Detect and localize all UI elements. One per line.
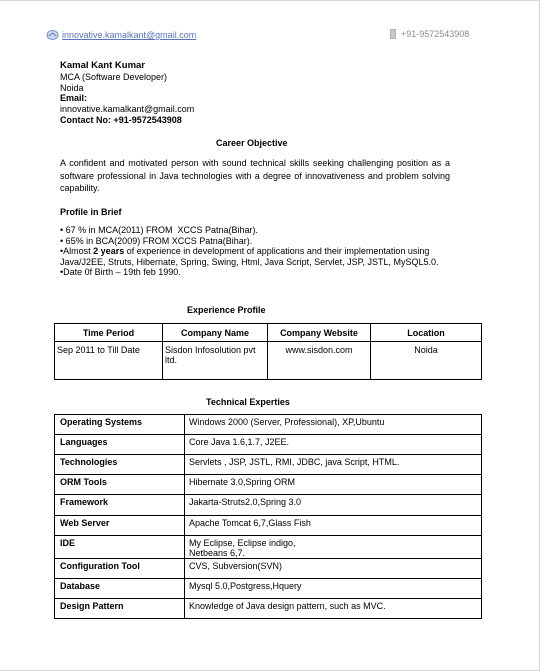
header-phone bbox=[390, 29, 469, 39]
tech-key: Languages bbox=[55, 435, 185, 455]
list-item: •Date 0f Birth – 19th feb 1990. bbox=[60, 267, 181, 277]
experience-table bbox=[54, 323, 482, 380]
list-item: • 67 % in MCA(2011) FROM XCCS Patna(Bihar). bbox=[60, 225, 259, 235]
tech-key: Configuration Tool bbox=[55, 559, 185, 579]
candidate-city: Noida bbox=[60, 82, 84, 93]
table-row bbox=[55, 536, 482, 559]
table-row bbox=[55, 495, 482, 516]
tech-key: Web Server bbox=[55, 516, 185, 536]
objective-paragraph: A confident and motivated person with sound technical skills seeking challenging position as a software professional in Java technologies with a degree of innovativeness and problem solving capability. bbox=[60, 158, 450, 193]
tech-key: Technologies bbox=[55, 455, 185, 475]
tech-key: Database bbox=[55, 579, 185, 599]
candidate-name: Kamal Kant Kumar bbox=[60, 60, 145, 71]
tech-value: Windows 2000 (Server, Professional), XP,Ubuntu bbox=[185, 415, 482, 435]
phone-icon bbox=[390, 29, 396, 39]
header-phone-text: +91-9572543908 bbox=[401, 29, 470, 39]
tech-key: IDE bbox=[55, 536, 185, 559]
tech-value: Hibernate 3.0,Spring ORM bbox=[185, 475, 482, 495]
contact-number: Contact No: +91-9572543908 bbox=[60, 114, 182, 125]
col-company-name: Company Name bbox=[163, 324, 268, 342]
tech-key: Framework bbox=[55, 495, 185, 516]
tech-key: Design Pattern bbox=[55, 599, 185, 619]
table-row bbox=[55, 455, 482, 475]
col-company-website: Company Website bbox=[268, 324, 371, 342]
table-row bbox=[55, 516, 482, 536]
table-row bbox=[55, 475, 482, 495]
tech-value: Servlets , JSP, JSTL, RMI, JDBC, java Script, HTML. bbox=[185, 455, 482, 475]
col-time-period: Time Period bbox=[55, 324, 163, 342]
email-label: Email: bbox=[60, 93, 88, 104]
cell-location: Noida bbox=[371, 342, 482, 380]
profile-brief-heading: Profile in Brief bbox=[60, 207, 122, 217]
tech-value: Jakarta-Struts2.0,Spring 3.0 bbox=[185, 495, 482, 516]
header-email-text[interactable]: innovative.kamalkant@gmail.com bbox=[62, 30, 197, 40]
contact-block bbox=[60, 61, 194, 126]
col-location: Location bbox=[371, 324, 482, 342]
header-email-link[interactable] bbox=[46, 29, 196, 41]
tech-value: Knowledge of Java design pattern, such as MVC. bbox=[185, 599, 482, 619]
cell-company-website: www.sisdon.com bbox=[268, 342, 371, 380]
tech-value: Apache Tomcat 6,7,Glass Fish bbox=[185, 516, 482, 536]
cell-time-period: Sep 2011 to Till Date bbox=[55, 342, 163, 380]
cell-company-name: Sisdon Infosolution pvt ltd. bbox=[163, 342, 268, 380]
tech-value: CVS, Subversion(SVN) bbox=[185, 559, 482, 579]
list-item: • 65% in BCA(2009) FROM XCCS Patna(Bihar). bbox=[60, 235, 253, 246]
email-icon bbox=[46, 29, 59, 41]
table-row bbox=[55, 415, 482, 435]
technical-expertise-heading: Technical Experties bbox=[206, 397, 290, 407]
tech-value: Core Java 1.6,1.7, J2EE. bbox=[185, 435, 482, 455]
technical-table bbox=[54, 414, 482, 619]
table-row bbox=[55, 435, 482, 455]
tech-value: Mysql 5.0,Postgress,Hquery bbox=[185, 579, 482, 599]
contact-email: innovative.kamalkant@gmail.com bbox=[60, 104, 195, 115]
experience-profile-heading: Experience Profile bbox=[187, 305, 266, 315]
career-objective-heading: Career Objective bbox=[216, 138, 288, 148]
table-header-row bbox=[55, 324, 482, 342]
tech-key: ORM Tools bbox=[55, 475, 185, 495]
table-row bbox=[55, 342, 482, 380]
tech-key: Operating Systems bbox=[55, 415, 185, 435]
table-row bbox=[55, 579, 482, 599]
table-row bbox=[55, 599, 482, 619]
tech-value: My Eclipse, Eclipse indigo, Netbeans 6,7. bbox=[185, 536, 482, 559]
candidate-title: MCA (Software Developer) bbox=[60, 71, 168, 82]
profile-brief-list bbox=[60, 225, 460, 278]
list-item: •Almost 2 years of experience in development of applications and their implementation using Java/J2EE, Struts, Hibernate, Spring, Swing, Html, Java Script, Servlet, JSP, JSTL, MySQL5.0. bbox=[60, 246, 439, 267]
table-row bbox=[55, 559, 482, 579]
